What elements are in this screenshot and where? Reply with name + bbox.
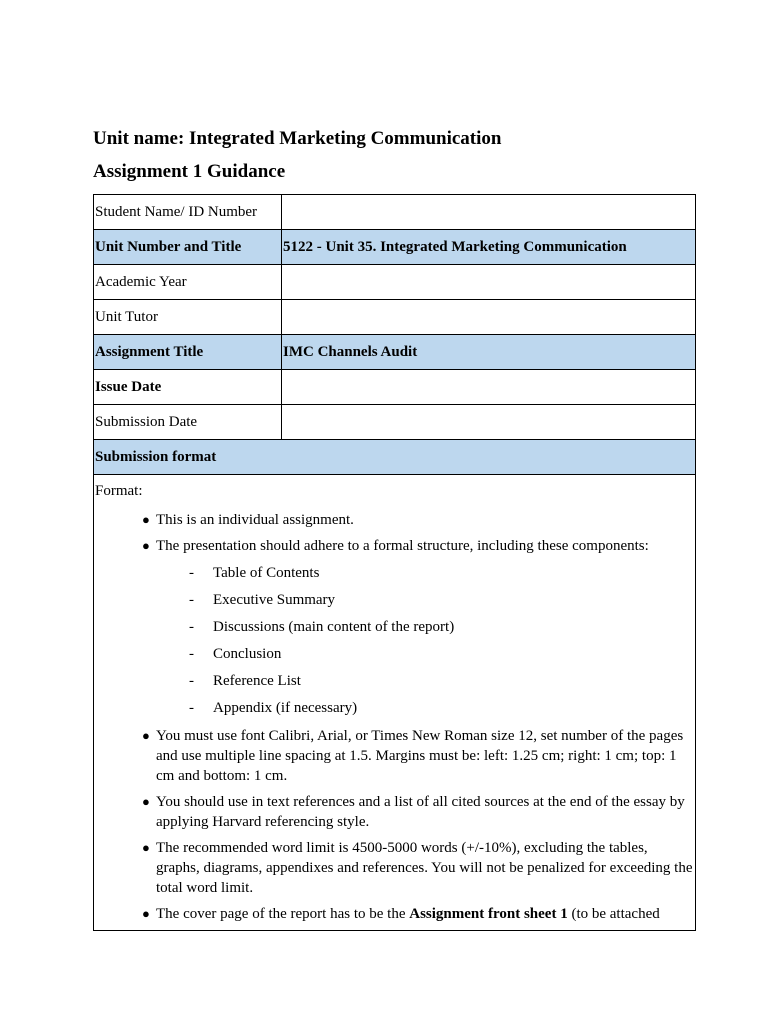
row-value (282, 300, 696, 335)
row-label: Submission Date (94, 405, 282, 440)
bullet-text: The presentation should adhere to a formal structure, including these components: (156, 538, 649, 554)
table-row (94, 195, 696, 230)
row-label: Unit Number and Title (94, 230, 282, 265)
row-value (282, 195, 696, 230)
row-label: Issue Date (94, 370, 282, 405)
row-label: Academic Year (94, 265, 282, 300)
bullet-icon: ● (142, 512, 150, 527)
bullet-icon: ● (142, 906, 150, 921)
component-text: Appendix (if necessary) (213, 700, 358, 716)
component-text: Conclusion (213, 646, 282, 662)
bullet-text-bold: Assignment front sheet 1 (409, 906, 568, 922)
dash-icon: - (189, 619, 194, 635)
dash-icon: - (189, 592, 194, 608)
dash-icon: - (189, 565, 194, 581)
row-value (282, 370, 696, 405)
list-item (95, 838, 695, 898)
bullet-text-end: (to be attached (567, 906, 660, 922)
table-row (94, 405, 696, 440)
list-item (95, 698, 695, 718)
components-list (95, 563, 695, 718)
dash-icon: - (189, 646, 194, 662)
component-text: Discussions (main content of the report) (213, 619, 455, 635)
bullet-text-start: The cover page of the report has to be the (156, 906, 410, 922)
format-bullet-list (95, 510, 695, 556)
list-item (95, 563, 695, 583)
row-label: Assignment Title (94, 335, 282, 370)
unit-title: Unit name: Integrated Marketing Communication (93, 128, 502, 149)
list-item (95, 904, 695, 924)
bullet-icon: ● (142, 728, 150, 743)
component-text: Table of Contents (213, 565, 320, 581)
list-item (95, 510, 695, 530)
list-item (95, 536, 695, 556)
row-label: Student Name/ ID Number (94, 195, 282, 230)
format-cell (94, 475, 696, 931)
list-item (95, 792, 695, 832)
table-row (94, 230, 696, 265)
dash-icon: - (189, 700, 194, 716)
section-header-row (94, 440, 696, 475)
list-item (95, 617, 695, 637)
format-label: Format: (95, 483, 143, 499)
bullet-icon: ● (142, 794, 150, 809)
component-text: Reference List (213, 673, 301, 689)
assignment-heading: Assignment 1 Guidance (93, 161, 286, 182)
bullet-text: This is an individual assignment. (156, 512, 354, 528)
table-row (94, 370, 696, 405)
dash-icon: - (189, 673, 194, 689)
format-row (94, 475, 696, 931)
row-value: IMC Channels Audit (282, 335, 696, 370)
row-label: Unit Tutor (94, 300, 282, 335)
list-item (95, 644, 695, 664)
bullet-text: You should use in text references and a list of all cited sources at the end of the essay by applying Harvard referencing style. (156, 794, 685, 830)
table-row (94, 300, 696, 335)
list-item (95, 590, 695, 610)
format-bullet-list (95, 726, 695, 924)
section-header: Submission format (94, 440, 696, 475)
row-value: 5122 - Unit 35. Integrated Marketing Communication (282, 230, 696, 265)
assignment-guidance-table (93, 194, 696, 931)
bullet-icon: ● (142, 840, 150, 855)
table-row (94, 265, 696, 300)
row-value (282, 265, 696, 300)
list-item (95, 726, 695, 786)
list-item (95, 671, 695, 691)
bullet-text: You must use font Calibri, Arial, or Times New Roman size 12, set number of the pages and use multiple line spacing at 1.5. Margins must be: left: 1.25 cm; right: 1 cm; top: 1 cm and bottom: 1 cm. (156, 728, 684, 784)
bullet-text: The recommended word limit is 4500-5000 words (+/-10%), excluding the tables, graphs, diagrams, appendixes and references. You will not be penalized for exceeding the total word limit. (156, 840, 693, 896)
component-text: Executive Summary (213, 592, 336, 608)
bullet-icon: ● (142, 538, 150, 553)
row-value (282, 405, 696, 440)
table-row (94, 335, 696, 370)
